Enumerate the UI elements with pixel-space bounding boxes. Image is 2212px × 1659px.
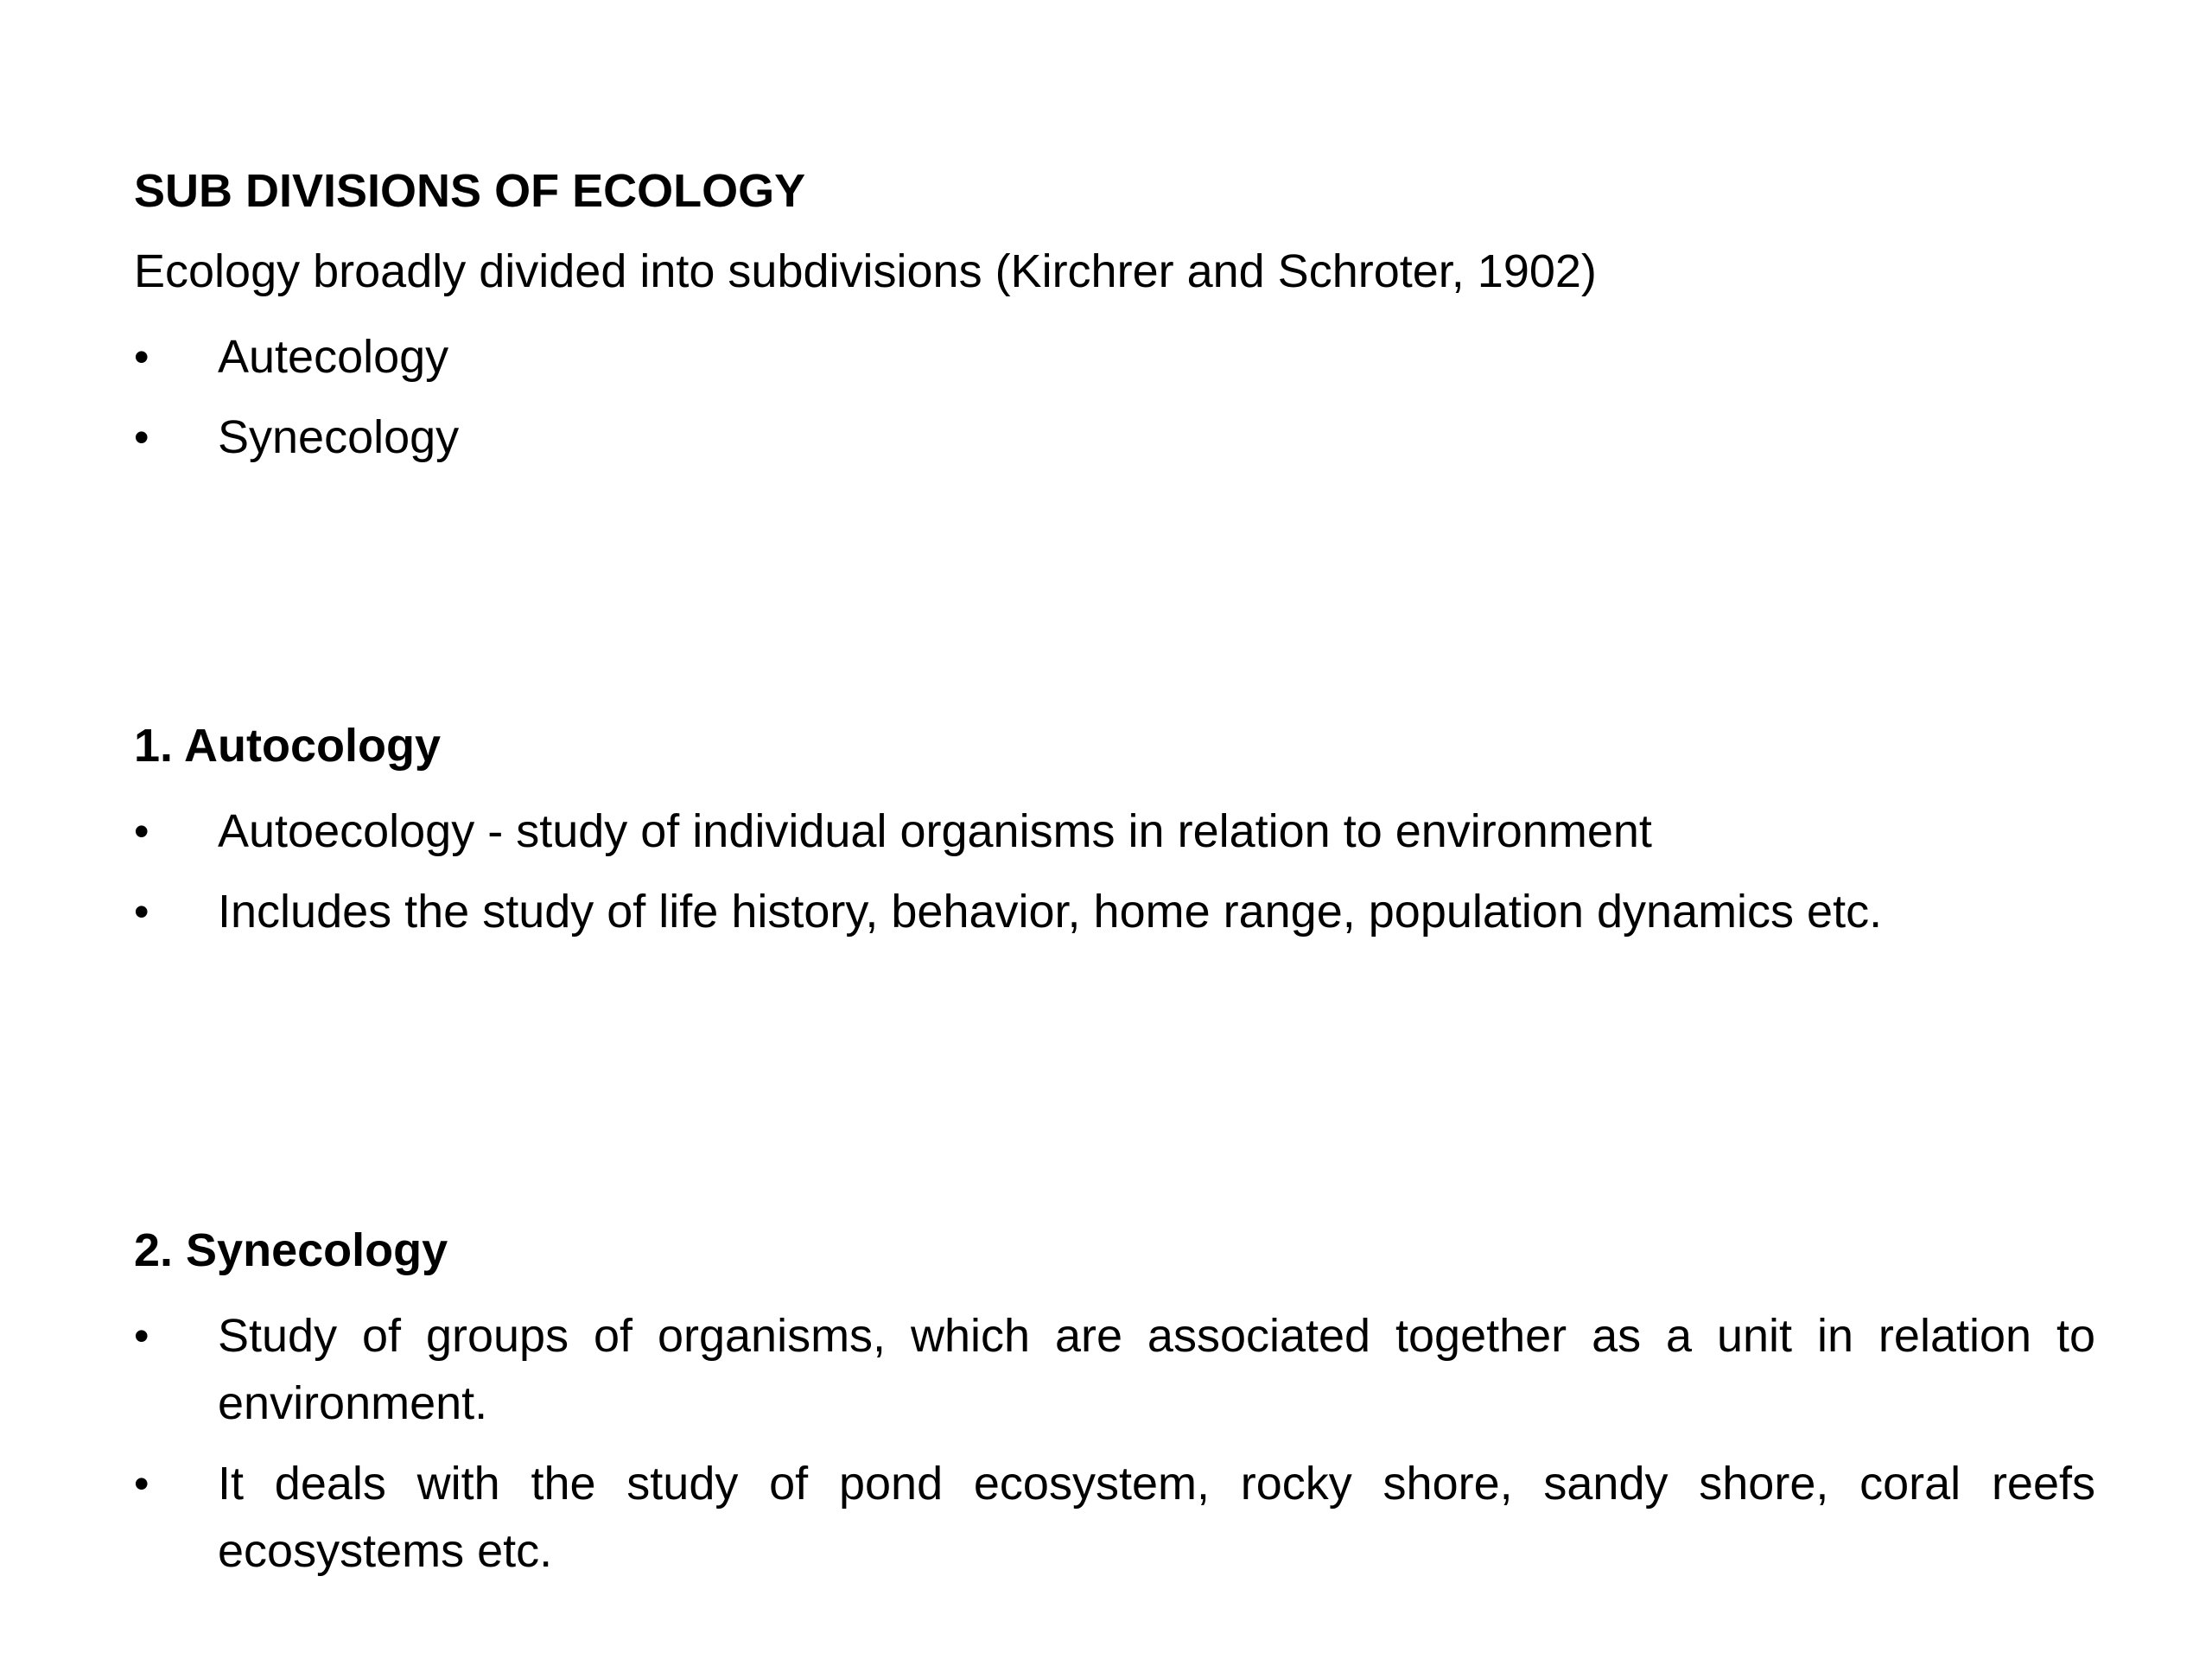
- section-2-title: 2. Synecology: [134, 1224, 448, 1276]
- section-spacer: [134, 958, 2095, 1222]
- bullet-text: Autecology: [218, 331, 449, 383]
- list-item: [134, 404, 2095, 471]
- list-item: [134, 1302, 2095, 1437]
- intro-bullet-list: [134, 323, 2095, 471]
- bullet-icon: •: [134, 887, 149, 936]
- list-item: [134, 323, 2095, 391]
- list-item: [134, 1450, 2095, 1585]
- list-item: [134, 878, 2095, 945]
- section-spacer: [134, 484, 2095, 717]
- bullet-text: Includes the study of life history, behavior, home range, population dynamics etc.: [218, 886, 1883, 938]
- section-1-bullet-list: [134, 798, 2095, 945]
- bullet-icon: •: [134, 333, 149, 381]
- bullet-icon: •: [134, 807, 149, 855]
- bullet-text: Study of groups of organisms, which are associated together as a unit in relation to environment.: [218, 1310, 2095, 1429]
- list-item: [134, 798, 2095, 865]
- intro-text: Ecology broadly divided into subdivisions (Kirchrer and Schroter, 1902): [134, 245, 1597, 297]
- bullet-text: It deals with the study of pond ecosystem, rocky shore, sandy shore, coral reefs ecosystems etc.: [218, 1458, 2095, 1577]
- bullet-icon: •: [134, 1459, 149, 1508]
- section-1-title: 1. Autocology: [134, 720, 442, 772]
- slide-content: [134, 162, 2095, 1598]
- bullet-icon: •: [134, 1312, 149, 1360]
- bullet-text: Synecology: [218, 411, 460, 463]
- main-title: SUB DIVISIONS OF ECOLOGY: [134, 165, 806, 217]
- bullet-icon: •: [134, 413, 149, 461]
- section-2-bullet-list: [134, 1302, 2095, 1585]
- bullet-text: Autoecology - study of individual organisms in relation to environment: [218, 805, 1652, 857]
